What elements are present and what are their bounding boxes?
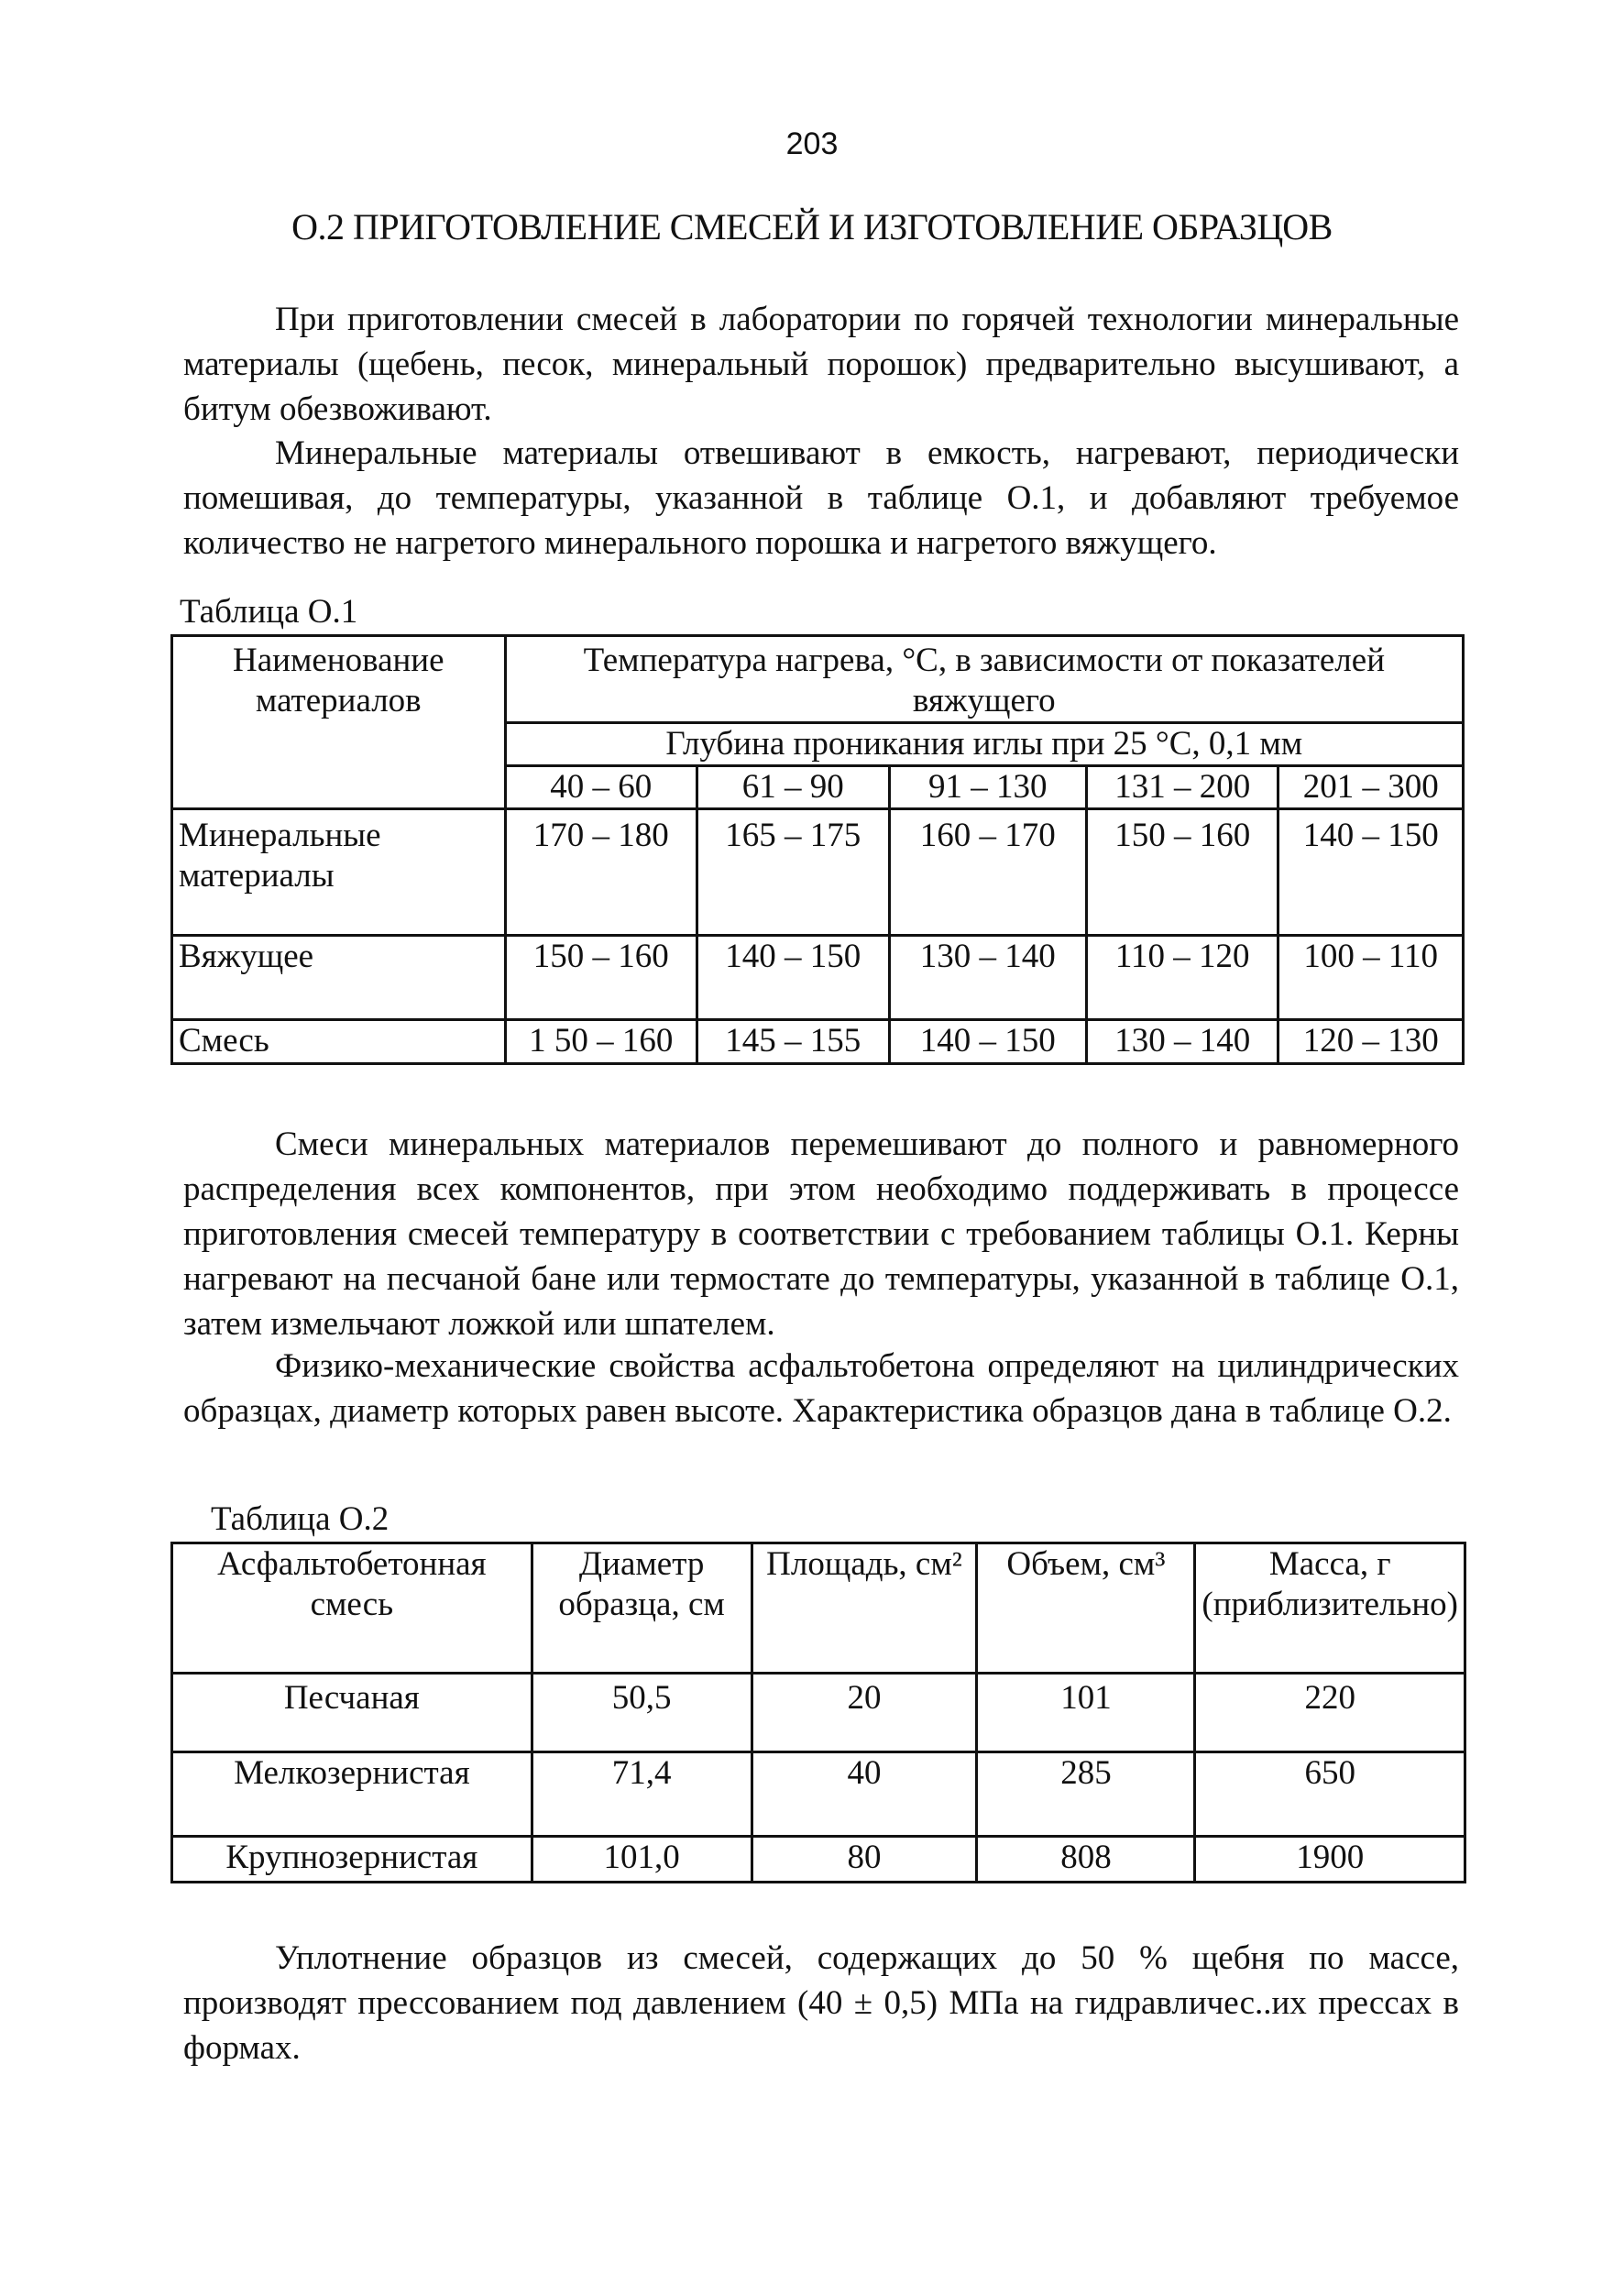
table1-cell: 130 – 140: [889, 936, 1086, 1020]
section-heading: О.2 ПРИГОТОВЛЕНИЕ СМЕСЕЙ И ИЗГОТОВЛЕНИЕ ОБРАЗЦОВ: [291, 206, 1333, 247]
table2-cell: 40: [752, 1752, 977, 1837]
table1-row-name: Вяжущее: [172, 936, 506, 1020]
table1-cell: 110 – 120: [1086, 936, 1278, 1020]
table1-cell: 140 – 150: [697, 936, 889, 1020]
table2-row-name: Крупнозернистая: [172, 1837, 532, 1883]
table1-row: [172, 809, 1464, 936]
page-number: 203: [785, 126, 839, 161]
table1-range: 131 – 200: [1086, 766, 1278, 809]
table1-cell: 145 – 155: [697, 1020, 889, 1064]
table1-row-name: Минеральные материалы: [172, 809, 506, 936]
table1-header-name: Наименование материалов: [172, 636, 506, 809]
paragraph-5: Уплотнение образцов из смесей, содержащих до 50 % щебня по массе, производят прессованием под давлением (40 ± 0,5) МПа на гидравличес..их прессах в формах.: [183, 1939, 1459, 2067]
table2-caption: Таблица О.2: [211, 1500, 390, 1538]
table2-cell: 650: [1195, 1752, 1465, 1837]
table2-cell: 101: [977, 1674, 1195, 1752]
table2-row-name: Мелкозернистая: [172, 1752, 532, 1837]
table1-cell: 140 – 150: [1278, 809, 1464, 936]
table2-cell: 220: [1195, 1674, 1465, 1752]
table2-row: [172, 1837, 1465, 1883]
table1-cell: 140 – 150: [889, 1020, 1086, 1064]
table1-range: 91 – 130: [889, 766, 1086, 809]
table2-cell: 285: [977, 1752, 1195, 1837]
table1-cell: 160 – 170: [889, 809, 1086, 936]
paragraph-2: Минеральные материалы отвешивают в емкость, нагревают, периодически помешивая, до температуры, указанной в таблице О.1, и добавляют требуемое количество не нагретого минерального порошка и нагретого вяжущего.: [183, 434, 1459, 562]
table1-cell: 150 – 160: [1086, 809, 1278, 936]
table1-cell: 170 – 180: [505, 809, 697, 936]
table1-cell: 150 – 160: [505, 936, 697, 1020]
table-o1: [170, 634, 1465, 1065]
table1-range: 201 – 300: [1278, 766, 1464, 809]
table-o2: [170, 1542, 1466, 1883]
table2-cell: 101,0: [532, 1837, 752, 1883]
table1-cell: 130 – 140: [1086, 1020, 1278, 1064]
table2-header: Асфальтобетонная смесь: [172, 1543, 532, 1674]
table1-cell: 120 – 130: [1278, 1020, 1464, 1064]
paragraph-4: Физико-механические свойства асфальтобетона определяют на цилиндрических образцах, диаметр которых равен высоте. Характеристика образцов дана в таблице О.2.: [183, 1347, 1459, 1430]
table2-row: [172, 1674, 1465, 1752]
table1-row: [172, 936, 1464, 1020]
table1-range: 40 – 60: [505, 766, 697, 809]
table2-header: Масса, г (приблизительно): [1195, 1543, 1465, 1674]
paragraph-1: При приготовлении смесей в лаборатории по горячей технологии минеральные материалы (щебень, песок, минеральный порошок) предварительно высушивают, а битум обезвоживают.: [183, 301, 1459, 428]
table2-cell: 71,4: [532, 1752, 752, 1837]
table2-header: Площадь, см²: [752, 1543, 977, 1674]
table2-cell: 50,5: [532, 1674, 752, 1752]
table2-row-name: Песчаная: [172, 1674, 532, 1752]
table1-row-name: Смесь: [172, 1020, 506, 1064]
table1-range: 61 – 90: [697, 766, 889, 809]
table2-cell: 1900: [1195, 1837, 1465, 1883]
table2-row: [172, 1752, 1465, 1837]
table1-cell: 165 – 175: [697, 809, 889, 936]
table2-header: Диаметр образца, см: [532, 1543, 752, 1674]
table1-row: [172, 1020, 1464, 1064]
table2-cell: 80: [752, 1837, 977, 1883]
table2-cell: 20: [752, 1674, 977, 1752]
table1-header-depth: Глубина проникания иглы при 25 °С, 0,1 мм: [505, 723, 1463, 766]
table1-header-temp: Температура нагрева, °С, в зависимости от показателей вяжущего: [505, 636, 1463, 723]
paragraph-3: Смеси минеральных материалов перемешивают до полного и равномерного распределения всех компонентов, при этом необходимо поддерживать в процессе приготовления смесей температуру в соответствии с требованием таблицы О.1. Керны нагревают на песчаной бане или термостате до температуры, указанной в таблице О.1, затем измельчают ложкой или шпателем.: [183, 1126, 1459, 1343]
table1-header-row: [172, 636, 1464, 723]
table2-header-row: [172, 1543, 1465, 1674]
table2-cell: 808: [977, 1837, 1195, 1883]
table1-caption: Таблица О.1: [180, 593, 358, 631]
table1-cell: 1 50 – 160: [505, 1020, 697, 1064]
table1-cell: 100 – 110: [1278, 936, 1464, 1020]
table2-header: Объем, см³: [977, 1543, 1195, 1674]
